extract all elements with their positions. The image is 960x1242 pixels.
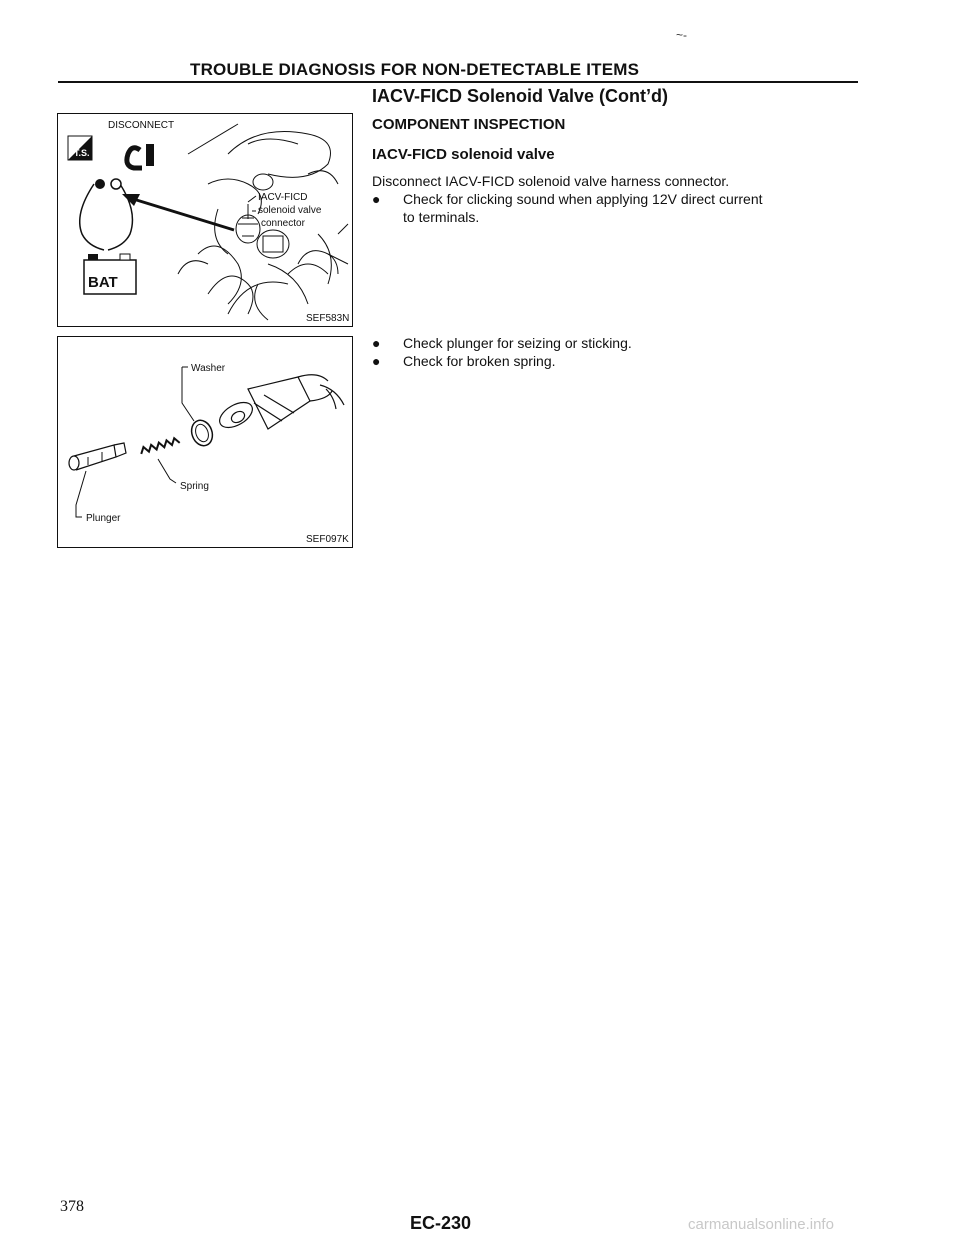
figure-exploded-view [57,336,353,548]
watermark: carmanualsonline.info [688,1216,834,1233]
spring-part [140,437,209,492]
valve-parts-illustration [58,337,352,547]
plunger-part [69,443,126,524]
ts-icon [68,136,92,160]
valve-heading: IACV-FICD solenoid valve [372,146,555,163]
subsection-title: IACV-FICD Solenoid Valve (Cont’d) [372,86,669,106]
callout-line3: connector [261,218,305,229]
bullet-text-continued: to terminals. [403,209,480,225]
washer-label: Washer [191,363,226,374]
washer-part [182,363,226,449]
section-title: TROUBLE DIAGNOSIS FOR NON-DETECTABLE ITEMS [190,60,640,79]
spring-label: Spring [180,481,209,492]
inspection-heading: COMPONENT INSPECTION [372,116,566,133]
ts-label: T.S. [74,148,90,158]
bullet-dot: ● [372,335,381,351]
header-rule [58,81,858,83]
corner-mark: ~- [676,28,688,42]
bullet-item [372,352,872,370]
intro-text: Disconnect IACV-FICD solenoid valve harness connector. [372,173,730,189]
solenoid-body [215,375,344,433]
engine-illustration [58,114,352,326]
bullet-item [372,190,872,230]
disconnect-label: DISCONNECT [108,120,175,131]
callout-line2: solenoid valve [258,205,322,216]
plunger-label: Plunger [86,513,121,524]
arrow-to-connector [130,198,234,230]
bat-label: BAT [88,274,118,291]
figure-connector-location [57,113,353,327]
callout-line1: IACV-FICD [258,192,308,203]
bullet-dot: ● [372,353,381,369]
page-code: EC-230 [410,1213,472,1233]
bullet-text: Check for clicking sound when applying 12V direct current [403,191,763,207]
bullet-item [372,334,872,352]
bullet-text: Check plunger for seizing or sticking. [403,335,632,351]
figure-code: SEF583N [306,313,350,324]
bullet-text: Check for broken spring. [403,353,556,369]
side-page-number: 378 [60,1198,84,1215]
figure-code: SEF097K [306,534,349,545]
bullet-dot: ● [372,191,381,207]
disconnect-icon [108,120,174,168]
